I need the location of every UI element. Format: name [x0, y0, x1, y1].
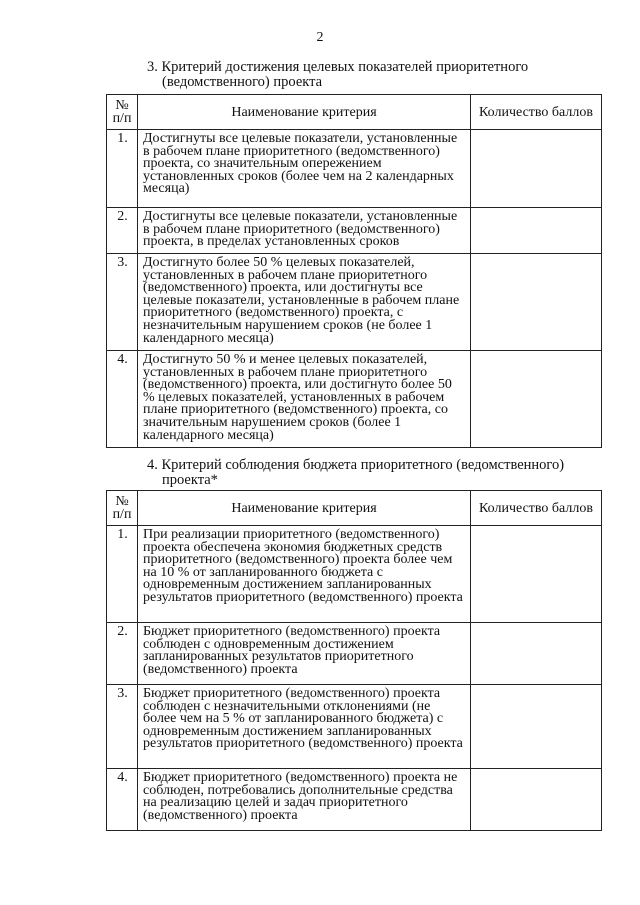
section-3-title-line1: 3. Критерий достижения целевых показателей приоритетного: [147, 59, 529, 75]
row-score: [471, 685, 602, 769]
header-name: Наименование критерия: [138, 491, 471, 526]
row-num: 4.: [107, 769, 138, 831]
section-4-title: [147, 458, 617, 488]
row-name: Достигнуто более 50 % целевых показателей, установленных в рабочем плане приоритетного (ведомственного) проекта, или достигнуты все целевые показатели, установленные в рабочем плане приоритетного (ведомственного) проекта, с незначительным нарушением сроков (не более 1 календарного месяца): [138, 254, 471, 351]
row-num: 1.: [107, 526, 138, 623]
row-num: 3.: [107, 685, 138, 769]
table-header-row: [107, 491, 602, 526]
row-score: [471, 351, 602, 448]
row-num: 4.: [107, 351, 138, 448]
table-row: [107, 208, 602, 254]
header-num: № п/п: [107, 95, 138, 130]
row-score: [471, 526, 602, 623]
table-row: [107, 130, 602, 208]
table-header-row: [107, 95, 602, 130]
row-num: 3.: [107, 254, 138, 351]
row-num: 1.: [107, 130, 138, 208]
section-4-title-line2: проекта*: [162, 472, 218, 488]
row-num: 2.: [107, 623, 138, 685]
section-4-title-line1: 4. Критерий соблюдения бюджета приоритетного (ведомственного): [147, 457, 565, 473]
criteria-table-3: [106, 94, 602, 448]
header-score: Количество баллов: [471, 491, 602, 526]
header-score: Количество баллов: [471, 95, 602, 130]
row-name: Достигнуты все целевые показатели, установленные в рабочем плане приоритетного (ведомственного) проекта, в пределах установленных сроков: [138, 208, 471, 254]
row-score: [471, 254, 602, 351]
table-row: [107, 254, 602, 351]
row-name: Достигнуты все целевые показатели, установленные в рабочем плане приоритетного (ведомственного) проекта, со значительным опережением установленных сроков (более чем на 2 календарных месяца): [138, 130, 471, 208]
row-score: [471, 769, 602, 831]
table-row: [107, 769, 602, 831]
table-row: [107, 351, 602, 448]
row-name: Бюджет приоритетного (ведомственного) проекта соблюден с одновременным достижением запланированных результатов приоритетного (ведомственного) проекта: [138, 623, 471, 685]
criteria-table-4: [106, 490, 602, 831]
table-row: [107, 685, 602, 769]
row-name: Бюджет приоритетного (ведомственного) проекта не соблюден, потребовались дополнительные средства на реализацию целей и задач приоритетного (ведомственного) проекта: [138, 769, 471, 831]
row-score: [471, 130, 602, 208]
table-row: [107, 526, 602, 623]
row-name: Бюджет приоритетного (ведомственного) проекта соблюден с незначительными отклонениями (не более чем на 5 % от запланированного бюджета) с одновременным достижением запланированных результатов приоритетного (ведомственного) проекта: [138, 685, 471, 769]
section-3-title-line2: (ведомственного) проекта: [162, 74, 323, 90]
row-score: [471, 623, 602, 685]
row-score: [471, 208, 602, 254]
table-row: [107, 623, 602, 685]
row-name: Достигнуто 50 % и менее целевых показателей, установленных в рабочем плане приоритетного (ведомственного) проекта, или достигнуто более 50 % целевых показателей, установленных в рабочем плане приоритетного (ведомственного) проекта, со значительным нарушением сроков (более 1 календарного месяца): [138, 351, 471, 448]
header-name: Наименование критерия: [138, 95, 471, 130]
row-name: При реализации приоритетного (ведомственного) проекта обеспечена экономия бюджетных средств приоритетного (ведомственного) проекта более чем на 10 % от запланированного бюджета с одновременным достижением запланированных результатов приоритетного (ведомственного) проекта: [138, 526, 471, 623]
page-number: 2: [316, 30, 324, 45]
section-3-title: [147, 60, 617, 90]
row-num: 2.: [107, 208, 138, 254]
header-num: № п/п: [107, 491, 138, 526]
